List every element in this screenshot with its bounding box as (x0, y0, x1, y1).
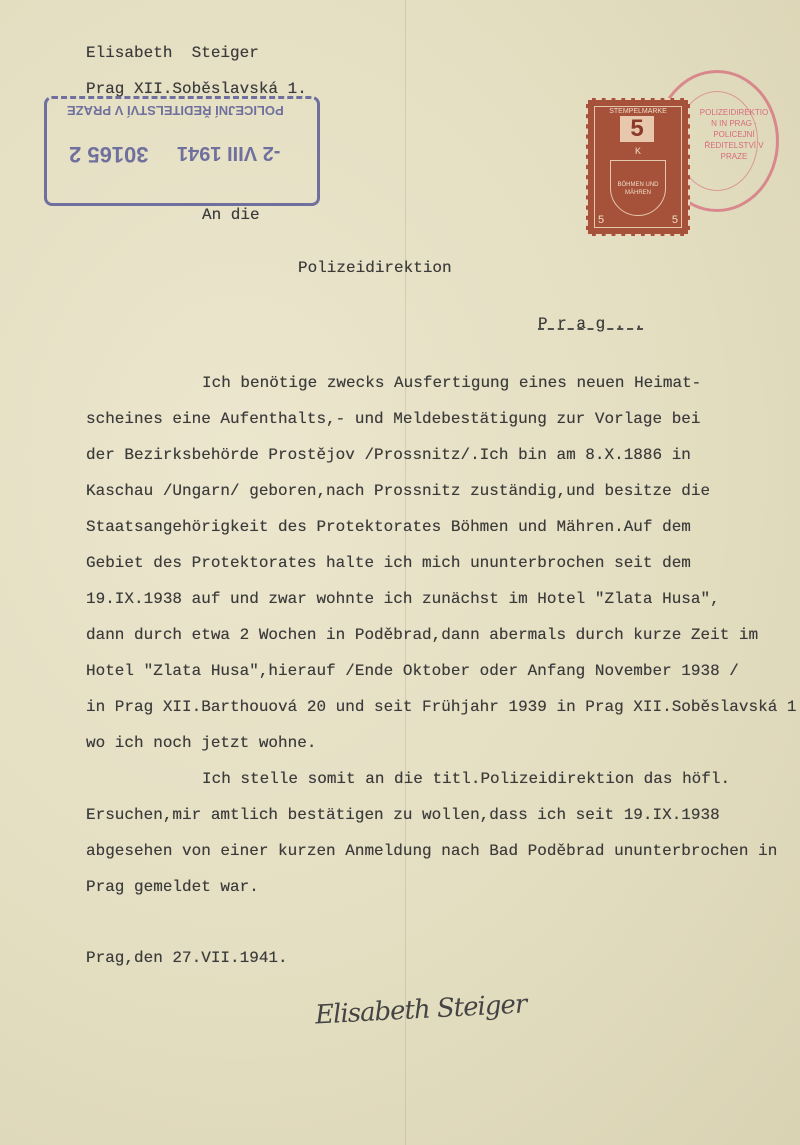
body-line: Ersuchen,mir amtlich bestätigen zu wollen,dass ich seit 19.IX.1938 (86, 806, 720, 824)
body-line: 19.IX.1938 auf und zwar wohnte ich zunächst im Hotel "Zlata Husa", (86, 590, 720, 608)
receipt-stamp-authority: POLICEJNÍ ŘEDITELSTVÍ V PRAZE (67, 103, 284, 118)
body-line: abgesehen von einer kurzen Anmeldung nach Bad Poděbrad ununterbrochen in (86, 842, 778, 860)
body-line: Ich benötige zwecks Ausfertigung eines neuen Heimat- (202, 374, 702, 392)
body-line: Staatsangehörigkeit des Protektorates Böhmen und Mähren.Auf dem (86, 518, 691, 536)
body-line: Prag gemeldet war. (86, 878, 259, 896)
revenue-stamp-unit: K (634, 146, 641, 156)
body-line: der Bezirksbehörde Prostějov /Prossnitz/.Ich bin am 8.X.1886 in (86, 446, 691, 464)
receipt-stamp (44, 96, 320, 206)
receipt-stamp-date: -2 VIII 1941 (177, 142, 281, 164)
sender-address: Prag XII.Soběslavská 1. (86, 80, 307, 98)
revenue-stamp-corner: 5 (598, 214, 605, 226)
seal-text: POLIZEIDIREKTION IN PRAG · POLICEJNÍ ŘEDITELSTVÍ V PRAZE (699, 108, 769, 161)
recipient-authority: Polizeidirektion (298, 259, 452, 277)
receipt-stamp-number: 30165 2 (69, 142, 149, 167)
body-line: Hotel "Zlata Husa",hierauf /Ende Oktober oder Anfang November 1938 / (86, 662, 739, 680)
body-line: Gebiet des Protektorates halte ich mich ununterbrochen seit dem (86, 554, 691, 572)
revenue-stamp-corner: 5 (671, 214, 678, 226)
sender-name: Elisabeth Steiger (86, 44, 259, 62)
body-line: dann durch etwa 2 Wochen in Poděbrad,dann abermals durch kurze Zeit im (86, 626, 759, 644)
revenue-stamp-top: STEMPELMARKE (609, 108, 667, 115)
body-line: wo ich noch jetzt wohne. (86, 734, 317, 752)
recipient-city: P r a g . . (538, 315, 644, 333)
revenue-stamp-label: BÖHMEN UND MÄHREN (610, 160, 666, 216)
revenue-stamp-value: 5 (620, 116, 654, 142)
body-line: in Prag XII.Barthouová 20 und seit Frühjahr 1939 in Prag XII.Soběslavská 1 (86, 698, 797, 716)
salutation: An die (202, 206, 260, 224)
place-date: Prag,den 27.VII.1941. (86, 949, 288, 967)
fold-line (405, 0, 406, 1145)
body-line: scheines eine Aufenthalts,- und Meldebestätigung zur Vorlage bei (86, 410, 701, 428)
revenue-stamp (586, 98, 690, 236)
signature: Elisabeth Steiger (314, 989, 528, 1031)
body-line: Kaschau /Ungarn/ geboren,nach Prossnitz zuständig,und besitze die (86, 482, 711, 500)
body-line: Ich stelle somit an die titl.Polizeidirektion das höfl. (202, 770, 731, 788)
